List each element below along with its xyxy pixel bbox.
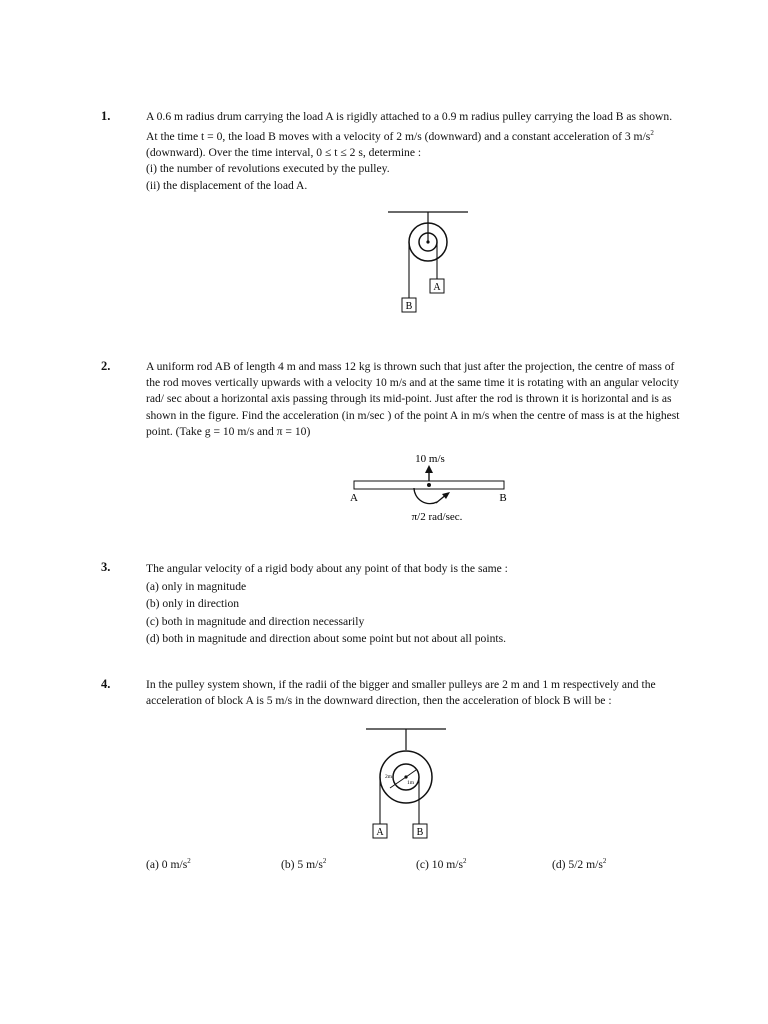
text-line: (b) only in direction	[146, 597, 240, 611]
text-line: In the pulley system shown, if the radii of the bigger and smaller pulleys are 2 m and 1 m respectively and the	[146, 678, 656, 691]
rotation-arc	[414, 488, 437, 504]
question-number: 3.	[101, 560, 111, 574]
end-a-label: A	[350, 492, 358, 504]
rotation-arrowhead	[442, 492, 450, 499]
velocity-arrowhead	[425, 465, 433, 473]
option-a: (a) 0 $m/s^2$	[146, 857, 191, 871]
end-b-label: B	[499, 492, 507, 504]
velocity-label: 10 m/s	[415, 453, 445, 465]
text-line: rad/ sec about a horizontal axis passing through its mid-point. Just after the rod is thrown it is horizontal and is as	[146, 392, 672, 406]
option-b: (b) 5 $m/s^2$	[281, 857, 327, 871]
text-line: (downward). Over the time interval, 0 ≤ t ≤ 2 s, determine :	[146, 146, 422, 160]
text-line: A uniform rod AB of length 4 m and mass 12 kg is thrown such that just after the projection, the centre of mass of	[146, 360, 675, 373]
label-b: B	[405, 301, 413, 312]
question-number: 4.	[101, 677, 111, 691]
text-line: (ii) the displacement of the load A.	[146, 178, 308, 192]
text-line: acceleration of block A is 5 m/s in the downward direction, then the acceleration of block B will be :	[146, 694, 612, 708]
centre-of-mass	[427, 483, 431, 487]
radius-small-label: 1m	[407, 780, 415, 786]
text-line: The angular velocity of a rigid body about any point of that body is the same :	[146, 562, 508, 575]
omega-label: π/2 rad/sec.	[411, 511, 463, 523]
label-b: B	[416, 827, 424, 838]
text-line: At the time t = 0, the load B moves with a velocity of 2 m/s (downward) and a constant acceleration of 3 $m/s^2$	[146, 129, 654, 144]
pulley-drum-figure	[380, 205, 480, 320]
question-text	[146, 109, 712, 194]
rotating-rod-figure	[340, 448, 520, 528]
text-line: (d) both in magnitude and direction about some point but not about all points.	[146, 632, 506, 646]
text-line: (a) only in magnitude	[146, 579, 247, 593]
text-line: A 0.6 m radius drum carrying the load A is rigidly attached to a 0.9 m radius pulley carrying the load B as shown.	[146, 110, 673, 123]
question-number: 1.	[101, 109, 111, 123]
option-c: (c) 10 $m/s^2$	[416, 857, 467, 871]
text-line: (c) both in magnitude and direction necessarily	[146, 614, 365, 628]
radius-line-small	[406, 770, 416, 777]
text-line: point. (Take g = 10 m/s and π = 10)	[146, 424, 311, 438]
text-line: (i) the number of revolutions executed by the pulley.	[146, 162, 390, 176]
question-number: 2.	[101, 359, 111, 373]
label-a: A	[376, 827, 384, 838]
double-pulley-figure	[360, 722, 460, 844]
label-a: A	[433, 282, 441, 293]
question-text	[146, 359, 712, 440]
radius-big-label: 2m	[385, 774, 393, 780]
axle	[426, 240, 429, 243]
question-text	[146, 677, 712, 709]
option-d: (d) 5/2 $m/s^2$	[552, 857, 607, 871]
question-text	[146, 560, 712, 648]
text-line: the rod moves vertically upwards with a velocity 10 m/s and at the same time it is rotating with an angular velocity	[146, 376, 679, 390]
text-line: shown in the figure. Find the acceleration (in m/sec ) of the point A in m/s when the centre of mass is at the highest	[146, 408, 680, 422]
